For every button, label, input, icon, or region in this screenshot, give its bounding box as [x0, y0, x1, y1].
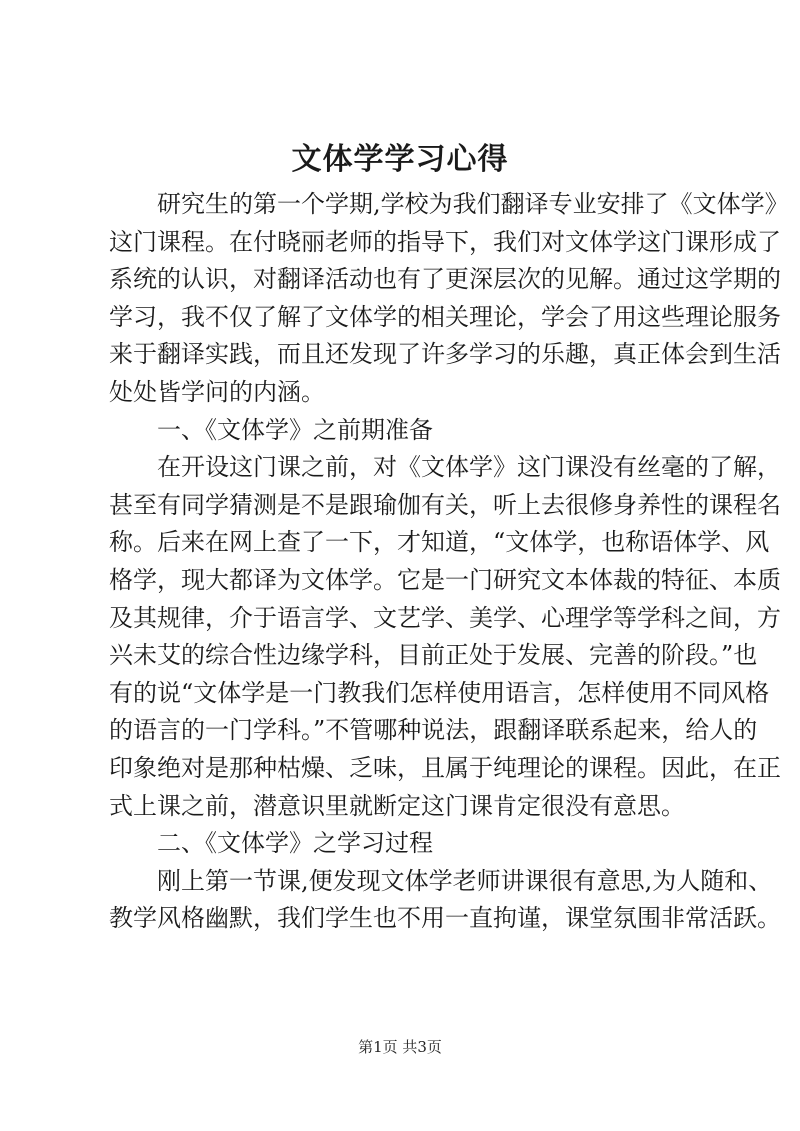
- paragraph-line: 及其规律，介于语言学、文艺学、美学、心理学等学科之间，方: [109, 603, 781, 632]
- paragraph-line: 研究生的第一个学期,学校为我们翻译专业安排了《文体学》: [157, 190, 789, 218]
- paragraph-line: 有的说“文体学是一门教我们怎样使用语言，怎样使用不同风格: [109, 678, 770, 707]
- paragraph-line: 刚上第一节课,便发现文体学老师讲课很有意思,为人随和、: [157, 866, 773, 895]
- paragraph-line: 称。后来在网上查了一下，才知道，“文体学，也称语体学、风: [109, 528, 770, 557]
- section-heading: 二、《文体学》之学习过程: [157, 829, 433, 858]
- paragraph-line: 系统的认识，对翻译活动也有了更深层次的见解。通过这学期的: [109, 265, 781, 294]
- paragraph-line: 在开设这门课之前，对《文体学》这门课没有丝毫的了解，: [157, 453, 781, 482]
- page-title: 文体学学习心得: [291, 142, 509, 177]
- section-heading: 一、《文体学》之前期准备: [157, 415, 433, 444]
- paragraph-line: 来于翻译实践，而且还发现了许多学习的乐趣，真正体会到生活: [109, 340, 781, 369]
- paragraph-line: 的语言的一门学科。”不管哪种说法，跟翻译联系起来，给人的: [109, 716, 758, 745]
- paragraph-line: 式上课之前，潜意识里就断定这门课肯定很没有意思。: [109, 791, 685, 820]
- paragraph-line: 学习，我不仅了解了文体学的相关理论，学会了用这些理论服务: [109, 302, 781, 331]
- document-body: [109, 186, 789, 938]
- paragraph-line: 兴未艾的综合性边缘学科，目前正处于发展、完善的阶段。”也: [109, 641, 758, 670]
- page-footer: 第1页 共3页: [358, 1038, 442, 1056]
- paragraph-line: 印象绝对是那种枯燥、乏味，且属于纯理论的课程。因此，在正: [109, 753, 781, 782]
- paragraph-line: 教学风格幽默，我们学生也不用一直拘谨，课堂氛围非常活跃。: [109, 904, 781, 933]
- paragraph-line: 这门课程。在付晓丽老师的指导下，我们对文体学这门课形成了: [109, 227, 781, 256]
- paragraph-line: 处处皆学问的内涵。: [109, 377, 325, 406]
- paragraph-line: 格学，现大都译为文体学。它是一门研究文本体裁的特征、本质: [109, 565, 781, 594]
- paragraph-line: 甚至有同学猜测是不是跟瑜伽有关，听上去很修身养性的课程名: [109, 490, 781, 519]
